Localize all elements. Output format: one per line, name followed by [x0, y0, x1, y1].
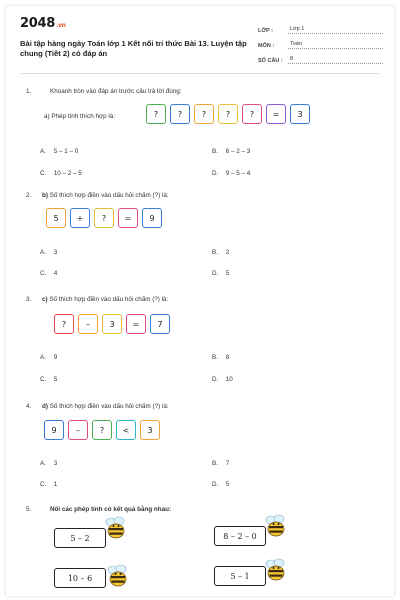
equation-box: – — [68, 420, 88, 440]
question-3-prompt: 3. c) Số thích hợp điền vào dấu hỏi chấm (?) là: — [26, 296, 169, 303]
question-3-option-b[interactable]: B. 8 — [212, 354, 230, 361]
question-1-option-a[interactable]: A. 5 – 1 – 0 — [40, 148, 79, 155]
bee-icon — [262, 556, 290, 584]
question-4-option-a[interactable]: A. 3 — [40, 460, 58, 467]
bee-icon — [262, 512, 290, 540]
equation-box: ? — [92, 420, 112, 440]
equation-box: 9 — [44, 420, 64, 440]
question-3-option-d[interactable]: D. 10 — [212, 376, 233, 383]
equation-box: ? — [218, 104, 238, 124]
question-2-equation — [46, 208, 162, 228]
bee-icon — [102, 514, 130, 542]
site-logo[interactable]: 2048.vn — [20, 16, 66, 31]
equation-box: = — [126, 314, 146, 334]
equation-box: ? — [194, 104, 214, 124]
equation-box: 9 — [142, 208, 162, 228]
equation-box: – — [78, 314, 98, 334]
match-right-item[interactable]: 5 – 1 — [214, 566, 266, 586]
bee-icon — [104, 562, 132, 590]
question-4-equation — [44, 420, 160, 440]
question-2-option-c[interactable]: C. 4 — [40, 270, 58, 277]
question-1-option-b[interactable]: B. 6 – 2 – 3 — [212, 148, 251, 155]
equation-box: 5 — [46, 208, 66, 228]
equation-box: ? — [170, 104, 190, 124]
document-title: Bài tập hàng ngày Toán lớp 1 Kết nối tri thức Bài 13. Luyện tập chung (Tiết 2) có đáp án — [20, 39, 247, 58]
question-2-option-d[interactable]: D. 5 — [212, 270, 230, 277]
equation-box: ? — [94, 208, 114, 228]
question-1-option-c[interactable]: C. 10 – 2 – 5 — [40, 170, 82, 177]
meta-row-subject: MÔN : Toán — [258, 37, 383, 49]
equation-box: 3 — [290, 104, 310, 124]
equation-box: 3 — [102, 314, 122, 334]
equation-box: 7 — [150, 314, 170, 334]
equation-box: + — [70, 208, 90, 228]
question-2-option-a[interactable]: A. 3 — [40, 249, 58, 256]
question-1-prompt: 1. Khoanh tròn vào đáp án trước câu trả lời đúng: — [26, 88, 182, 95]
question-4-prompt: 4. d) Số thích hợp điền vào dấu hỏi chấm (?) là: — [26, 403, 169, 410]
question-3-equation — [54, 314, 170, 334]
question-4-option-d[interactable]: D. 5 — [212, 481, 230, 488]
question-5-prompt: 5. Nối các phép tính có kết quả bằng nhau: — [26, 506, 172, 513]
equation-box: ? — [242, 104, 262, 124]
question-3-option-a[interactable]: A. 9 — [40, 354, 58, 361]
equation-box: = — [266, 104, 286, 124]
question-2-prompt: 2. b) Số thích hợp điền vào dấu hỏi chấm (?) là: — [26, 192, 169, 199]
equation-box: ? — [54, 314, 74, 334]
question-3-option-c[interactable]: C. 5 — [40, 376, 58, 383]
match-left-item[interactable]: 10 – 6 — [54, 568, 106, 588]
question-1-sub-label: a) Phép tính thích hợp là: — [44, 113, 115, 120]
equation-box: = — [118, 208, 138, 228]
meta-row-class: LỚP : Lớp 1 — [258, 22, 383, 34]
meta-row-count: SỐ CÂU : 8 — [258, 52, 383, 64]
worksheet-meta — [258, 22, 383, 67]
equation-box: < — [116, 420, 136, 440]
match-left-item[interactable]: 5 – 2 — [54, 528, 106, 548]
question-2-option-b[interactable]: B. 2 — [212, 249, 230, 256]
equation-box: 3 — [140, 420, 160, 440]
worksheet-page — [6, 6, 394, 596]
header-divider — [20, 73, 380, 74]
equation-box: ? — [146, 104, 166, 124]
question-1-equation — [146, 104, 310, 124]
question-4-option-c[interactable]: C. 1 — [40, 481, 58, 488]
question-1-option-d[interactable]: D. 9 – 5 – 4 — [212, 170, 251, 177]
question-4-option-b[interactable]: B. 7 — [212, 460, 230, 467]
match-right-item[interactable]: 8 – 2 – 0 — [214, 526, 266, 546]
